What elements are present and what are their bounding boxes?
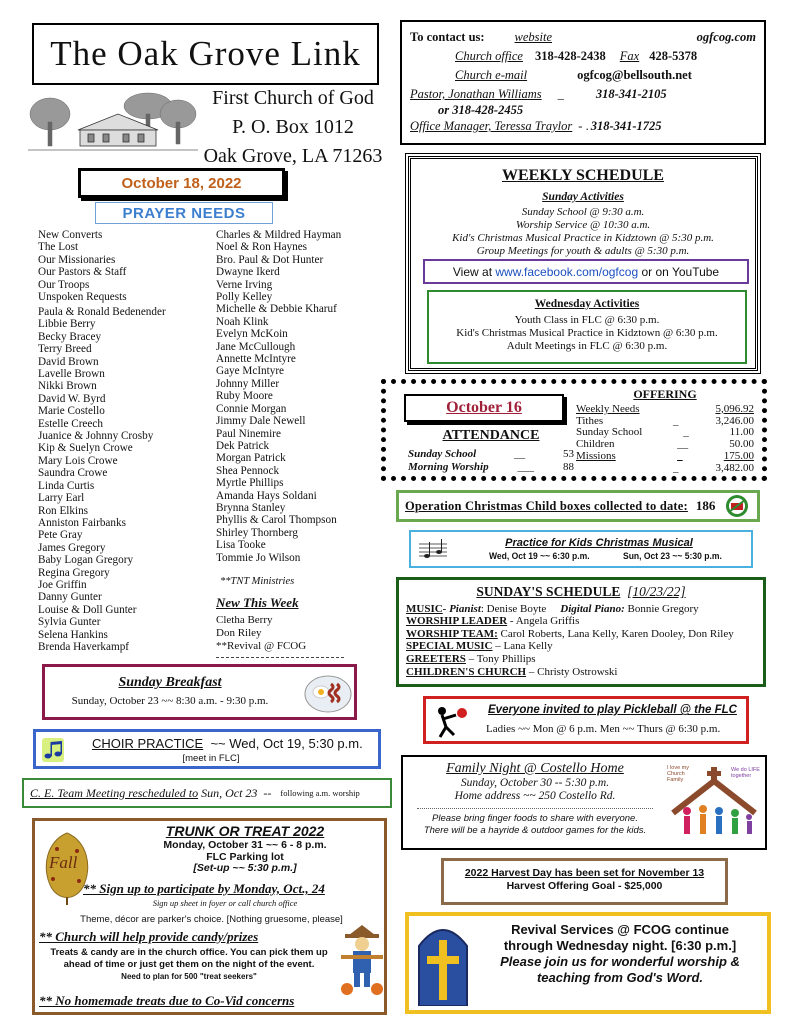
list-item: Jimmy Dale Newell [216, 415, 306, 428]
pianist-label: - Pianist [442, 602, 481, 615]
worship-leader-name: - Angela Griffis [507, 615, 580, 628]
offering-value: 3,482.00 [715, 461, 754, 474]
harvest-day [441, 858, 728, 905]
separator: ___ [517, 461, 535, 473]
family-sign-1: I love my Church Family [667, 765, 690, 783]
pickleball-title: Everyone invited to play Pickleball @ the FLC [488, 704, 737, 716]
church-name: First Church of God [212, 87, 374, 109]
offering-row [576, 463, 754, 475]
family-sign-2: We do LIFE together [731, 767, 760, 779]
offering-label: Tithes [576, 414, 604, 427]
list-item: Youth Class in FLC @ 6:30 p.m. [514, 314, 660, 326]
sunday-school-label: Sunday School [408, 448, 477, 460]
stats-date-text: October 16 [446, 399, 522, 416]
greeters-label: GREETERS [406, 652, 466, 665]
breakfast-title: Sunday Breakfast [118, 675, 222, 690]
sunday-breakfast [42, 664, 357, 720]
trunk-theme: Theme, décor are parker's choice. [Nothing gruesome, please] [80, 914, 343, 925]
family-night-address: Home address ~~ 250 Costello Rd. [454, 790, 616, 802]
kids-musical-practice [409, 530, 753, 568]
offering-value: 3,246.00 [715, 414, 754, 427]
fb-suffix: or on YouTube [641, 264, 720, 279]
choir-practice [33, 729, 381, 769]
list-item: James Gregory [38, 541, 106, 554]
offering-label: Children [576, 438, 615, 451]
contact-label: To contact us: [410, 30, 485, 44]
email-label: Church e-mail [455, 68, 528, 82]
breakfast-when: Sunday, October 23 ~~ 8:30 a.m. - 9:30 p.m. [71, 695, 269, 707]
list-item: Michelle & Debbie Kharuf [216, 303, 337, 316]
ce-text: C. E. Team Meeting rescheduled to [30, 785, 199, 800]
divider [216, 657, 344, 658]
pastor-phone: 318-341-2105 [595, 87, 667, 101]
list-item: Paula & Ronald Bedenender [38, 306, 166, 318]
scarecrow-icon [339, 925, 385, 995]
list-item: Saundra Crowe [38, 467, 108, 480]
special-music-label: SPECIAL MUSIC [406, 640, 493, 653]
fax-label: Fax [619, 49, 640, 63]
list-item: Verne Irving [216, 278, 273, 291]
fall-text: Fall [49, 853, 78, 872]
wednesday-activities-title: Wednesday Activities [534, 298, 640, 310]
separator: __ [677, 438, 689, 451]
trunk-signup: ** Sign up to participate by Monday, Oct., 24 [83, 881, 325, 896]
offering-row [576, 451, 754, 463]
list-item: Lavelle Brown [38, 368, 105, 381]
sunday-school-count: 53 [562, 448, 574, 460]
office-phone: 318-428-2438 [534, 49, 606, 63]
website-link[interactable]: ogfcog.com [696, 30, 756, 44]
separator: _ [557, 87, 564, 101]
facebook-link[interactable]: www.facebook.com/ogfcog [495, 264, 639, 279]
list-item: Anniston Fairbanks [38, 516, 126, 529]
list-item: Regina Gregory [38, 566, 110, 579]
city: Oak Grove, LA 71263 [203, 145, 383, 167]
choir-when: ~~ Wed, Oct 19, 5:30 p.m. [210, 736, 363, 751]
offering-label [576, 463, 636, 475]
list-item: Shirley Thornberg [216, 526, 298, 539]
list-item: Sylvia Gunter [38, 616, 101, 629]
attendance-title: ATTENDANCE [442, 428, 540, 443]
occ-count: 186 [695, 498, 716, 513]
trunk-title: TRUNK OR TREAT 2022 [165, 823, 325, 839]
list-item: Noah Klink [216, 315, 269, 328]
family-night [401, 755, 767, 850]
prayer-needs-title [95, 202, 273, 224]
trunk-candy-note-1: Treats & candy are in the church office. You can pick them up [50, 947, 328, 958]
new-this-week-title: New This Week [216, 594, 299, 610]
music-label: MUSIC [406, 602, 443, 615]
harvest-date: 2022 Harvest Day has been set for November 13 [464, 867, 705, 879]
list-item: Marie Costello [38, 405, 105, 418]
list-item: Unspoken Requests [38, 291, 127, 304]
choir-where: [meet in FLC] [182, 753, 240, 764]
issue-date-text: October 18, 2022 [121, 174, 242, 192]
offering-title: OFFERING [633, 387, 697, 401]
list-item: Brenda Haverkampf [38, 640, 130, 653]
offering-label: Sunday School [576, 426, 643, 439]
list-item: Mary Lois Crowe [38, 454, 118, 467]
sundays-schedule-date: [10/23/22] [627, 584, 686, 599]
list-item: Terry Breed [38, 343, 92, 356]
list-item: Don Riley [216, 626, 262, 639]
family-night-title: Family Night @ Costello Home [446, 761, 624, 776]
revival-line-2: through Wednesday night. [6:30 p.m.] [503, 938, 737, 953]
list-item: Baby Logan Gregory [38, 554, 134, 567]
list-item: Kip & Suelyn Crowe [38, 442, 133, 455]
list-item: Morgan Patrick [216, 452, 286, 465]
special-music-name: – Lana Kelly [492, 640, 553, 653]
list-item: Group Meetings for youth & adults @ 5:30 p.m. [476, 245, 690, 257]
list-item: Danny Gunter [38, 591, 102, 604]
list-item: Linda Curtis [38, 479, 95, 492]
attendance-offering-box [381, 379, 767, 481]
occ-text: Operation Christmas Child boxes collected to date: [405, 498, 688, 513]
list-item: Libbie Berry [38, 318, 96, 331]
list-item: David Brown [38, 355, 99, 368]
ce-team-meeting [22, 778, 392, 808]
manager-label: Office Manager, Teressa Traylor [410, 119, 573, 133]
sundays-schedule [396, 577, 766, 687]
pickleball-notice [423, 696, 749, 744]
website-label: website [514, 30, 553, 44]
family-night-note-2: There will be a hayride & outdoor games for the kids. [423, 825, 647, 836]
trunk-covid: ** No homemade treats due to Co-Vid concerns [39, 993, 295, 1008]
newsletter-title [32, 23, 379, 85]
list-item: Dwayne Ikerd [216, 266, 280, 279]
prayer-title-text: PRAYER NEEDS [122, 204, 246, 222]
list-item: Annette McIntyre [216, 353, 296, 366]
list-item: Paul Ninemire [216, 427, 281, 440]
issue-date [78, 168, 285, 198]
list-item: Adult Meetings in FLC @ 6:30 p.m. [506, 340, 668, 352]
wednesday-activities [427, 290, 747, 364]
offering [576, 389, 754, 475]
trunk-signup-note: Sign up sheet in foyer or call church office [152, 898, 298, 908]
offering-row [576, 404, 754, 416]
list-item: The Lost [38, 241, 79, 254]
list-item: Tommie Jo Wilson [216, 551, 301, 564]
list-item: Sunday School @ 9:30 a.m. [521, 206, 645, 218]
ce-when: Sun, Oct 23 -- [198, 785, 278, 800]
separator: __ [514, 448, 526, 460]
list-item: Gaye McIntyre [216, 365, 285, 378]
list-item: Our Pastors & Staff [38, 266, 127, 279]
kids-musical-title: Practice for Kids Christmas Musical [505, 537, 693, 549]
offering-value: 11.00 [729, 426, 754, 439]
list-item: Jane McCullough [216, 340, 296, 353]
separator: _ [673, 414, 679, 427]
family-night-when: Sunday, October 30 -- 5:30 p.m. [460, 777, 610, 789]
kids-sun-time: Sun, Oct 23 ~~ 5:30 p.m. [623, 551, 722, 562]
revival-services [405, 912, 771, 1014]
fb-prefix: View at [452, 264, 493, 279]
weekly-schedule [408, 156, 758, 371]
worship-team-names: Carol Roberts, Lana Kelly, Karen Dooley, Don Riley [497, 627, 734, 640]
pickleball-times: Ladies ~~ Mon @ 6 p.m. Men ~~ Thurs @ 6:30 p.m. [486, 723, 721, 735]
offering-label: Missions [576, 449, 616, 462]
list-item: Our Troops [38, 278, 90, 291]
revival-line-3: Please join us for wonderful worship & [500, 954, 740, 969]
list-item: Kid's Christmas Musical Practice in Kidztown @ 5:30 p.m. [452, 232, 714, 244]
list-item: Amanda Hays Soldani [216, 489, 317, 502]
list-item: Becky Bracey [38, 330, 102, 343]
list-item: Larry Earl [38, 492, 85, 505]
list-item: Nikki Brown [38, 380, 97, 393]
operation-christmas-child [396, 490, 760, 522]
trunk-candy-note-2: ahead of time or just get them on the night of the event. [63, 959, 315, 970]
separator: _ [677, 449, 683, 462]
worship-leader-label: WORSHIP LEADER [406, 615, 508, 628]
kids-wed-time: Wed, Oct 19 ~~ 6:30 p.m. [489, 551, 590, 562]
childrens-church-label: CHILDREN'S CHURCH [406, 665, 527, 678]
digital-piano-label: Digital Piano: [560, 602, 625, 615]
trunk-location: FLC Parking lot [206, 850, 284, 863]
list-item: Lisa Tooke [216, 539, 266, 552]
po-box: P. O. Box 1012 [232, 116, 354, 138]
list-item: Joe Griffin [38, 578, 87, 591]
list-item: **Revival @ FCOG [216, 639, 307, 652]
list-item: Louise & Doll Gunter [38, 603, 137, 616]
stats-date [404, 394, 564, 422]
list-item: Charles & Mildred Hayman [216, 229, 342, 241]
stained-glass-cross-icon [415, 922, 471, 1006]
trunk-candy: ** Church will help provide candy/prizes [39, 929, 259, 944]
offering-value: 175.00 [723, 449, 754, 462]
choir-title: CHOIR PRACTICE [92, 736, 204, 751]
childrens-church-name: – Christy Ostrowski [526, 665, 618, 678]
pastor-alt-phone: or 318-428-2455 [438, 103, 524, 117]
trunk-candy-note-3: Need to plan for 500 "treat seekers" [121, 972, 257, 981]
weekly-schedule-title: WEEKLY SCHEDULE [502, 167, 664, 184]
list-item: Ron Elkins [38, 504, 89, 517]
offering-value: 5,096.92 [715, 402, 754, 415]
list-item: Ruby Moore [216, 390, 273, 403]
list-item: New Converts [38, 229, 103, 241]
wednesday-activities-list [429, 314, 745, 353]
offering-rows [576, 404, 754, 475]
tnt-ministries: **TNT Ministries [220, 575, 295, 587]
separator: _ [673, 461, 679, 474]
title-text: The Oak Grove Link [50, 34, 361, 73]
list-item: Juanice & Johnny Crosby [38, 430, 154, 443]
family-night-note-1: Please bring finger foods to share with everyone. [432, 813, 638, 824]
manager-phone: 318-341-1725 [590, 119, 662, 133]
office-label: Church office [455, 49, 523, 63]
revival-line-4: teaching from God's Word. [536, 970, 704, 985]
church-address [198, 84, 388, 171]
list-item: Kid's Christmas Musical Practice in Kidztown @ 6:30 p.m. [456, 327, 718, 339]
offering-value: 50.00 [729, 438, 754, 451]
digital-piano-name: Bonnie Gregory [624, 602, 699, 615]
sunday-activities-list [411, 206, 755, 258]
prayer-general-list [38, 229, 213, 303]
pastor-label: Pastor, Jonathan Williams [410, 87, 542, 101]
morning-worship-label: Morning Worship [408, 461, 489, 473]
sunday-activities [411, 191, 755, 258]
trunk-or-treat [32, 818, 387, 1015]
worship-team-label: WORSHIP TEAM: [406, 627, 498, 640]
prayer-names-col2 [216, 229, 396, 564]
separator: _ [683, 426, 689, 439]
morning-worship-count: 88 [562, 461, 574, 473]
list-item: Pete Gray [38, 529, 83, 542]
offering-label: Weekly Needs [576, 402, 640, 415]
list-item: Worship Service @ 10:30 a.m. [515, 219, 651, 231]
breakfast-plate-icon [303, 670, 353, 714]
separator: - . [578, 119, 589, 133]
pickleball-player-icon [432, 703, 472, 739]
list-item: Phyllis & Carol Thompson [216, 514, 337, 527]
greeters-name: – Tony Phillips [465, 652, 536, 665]
list-item: Polly Kelley [216, 291, 273, 304]
facebook-banner [423, 259, 749, 284]
revival-line-1: Revival Services @ FCOG continue [511, 922, 729, 937]
list-item: Johnny Miller [216, 377, 280, 390]
list-item: Evelyn McKoin [216, 328, 288, 341]
list-item: Dek Patrick [216, 439, 270, 452]
attendance [408, 429, 574, 474]
church-trees-illustration [28, 92, 198, 158]
list-item: Brynna Stanley [216, 501, 286, 514]
list-item: Cletha Berry [216, 613, 273, 626]
music-note-icon [42, 738, 64, 762]
sundays-schedule-title: SUNDAY'S SCHEDULE [476, 584, 621, 599]
trunk-setup: [Set-up ~~ 5:30 p.m.] [193, 862, 297, 874]
music-notes-icon [417, 536, 449, 564]
contact-box [400, 20, 766, 145]
list-item: Selena Hankins [38, 628, 108, 641]
fax-number: 428-5378 [649, 49, 698, 63]
list-item: David W. Byrd [38, 392, 106, 405]
email-link[interactable]: ogfcog@bellsouth.net [577, 68, 692, 82]
list-item: Myrtle Phillips [216, 477, 284, 490]
new-this-week-list [216, 614, 396, 653]
occ-logo-icon [725, 494, 749, 518]
list-item: Shea Pennock [216, 464, 280, 477]
trunk-date: Monday, October 31 ~~ 6 - 8 p.m. [163, 839, 327, 851]
prayer-names-col1 [38, 306, 213, 653]
list-item: Our Missionaries [38, 253, 116, 266]
prayer-column-2 [216, 229, 396, 658]
list-item: Estelle Creech [38, 417, 103, 430]
ce-note: following a.m. worship [280, 788, 360, 798]
list-item: Noel & Ron Haynes [216, 241, 308, 254]
sunday-activities-title: Sunday Activities [542, 191, 624, 203]
pianist-name: : Denise Boyte [480, 602, 547, 615]
list-item: Bro. Paul & Dot Hunter [216, 253, 324, 266]
harvest-goal: Harvest Offering Goal - $25,000 [506, 880, 663, 892]
list-item: Connie Morgan [216, 402, 287, 415]
